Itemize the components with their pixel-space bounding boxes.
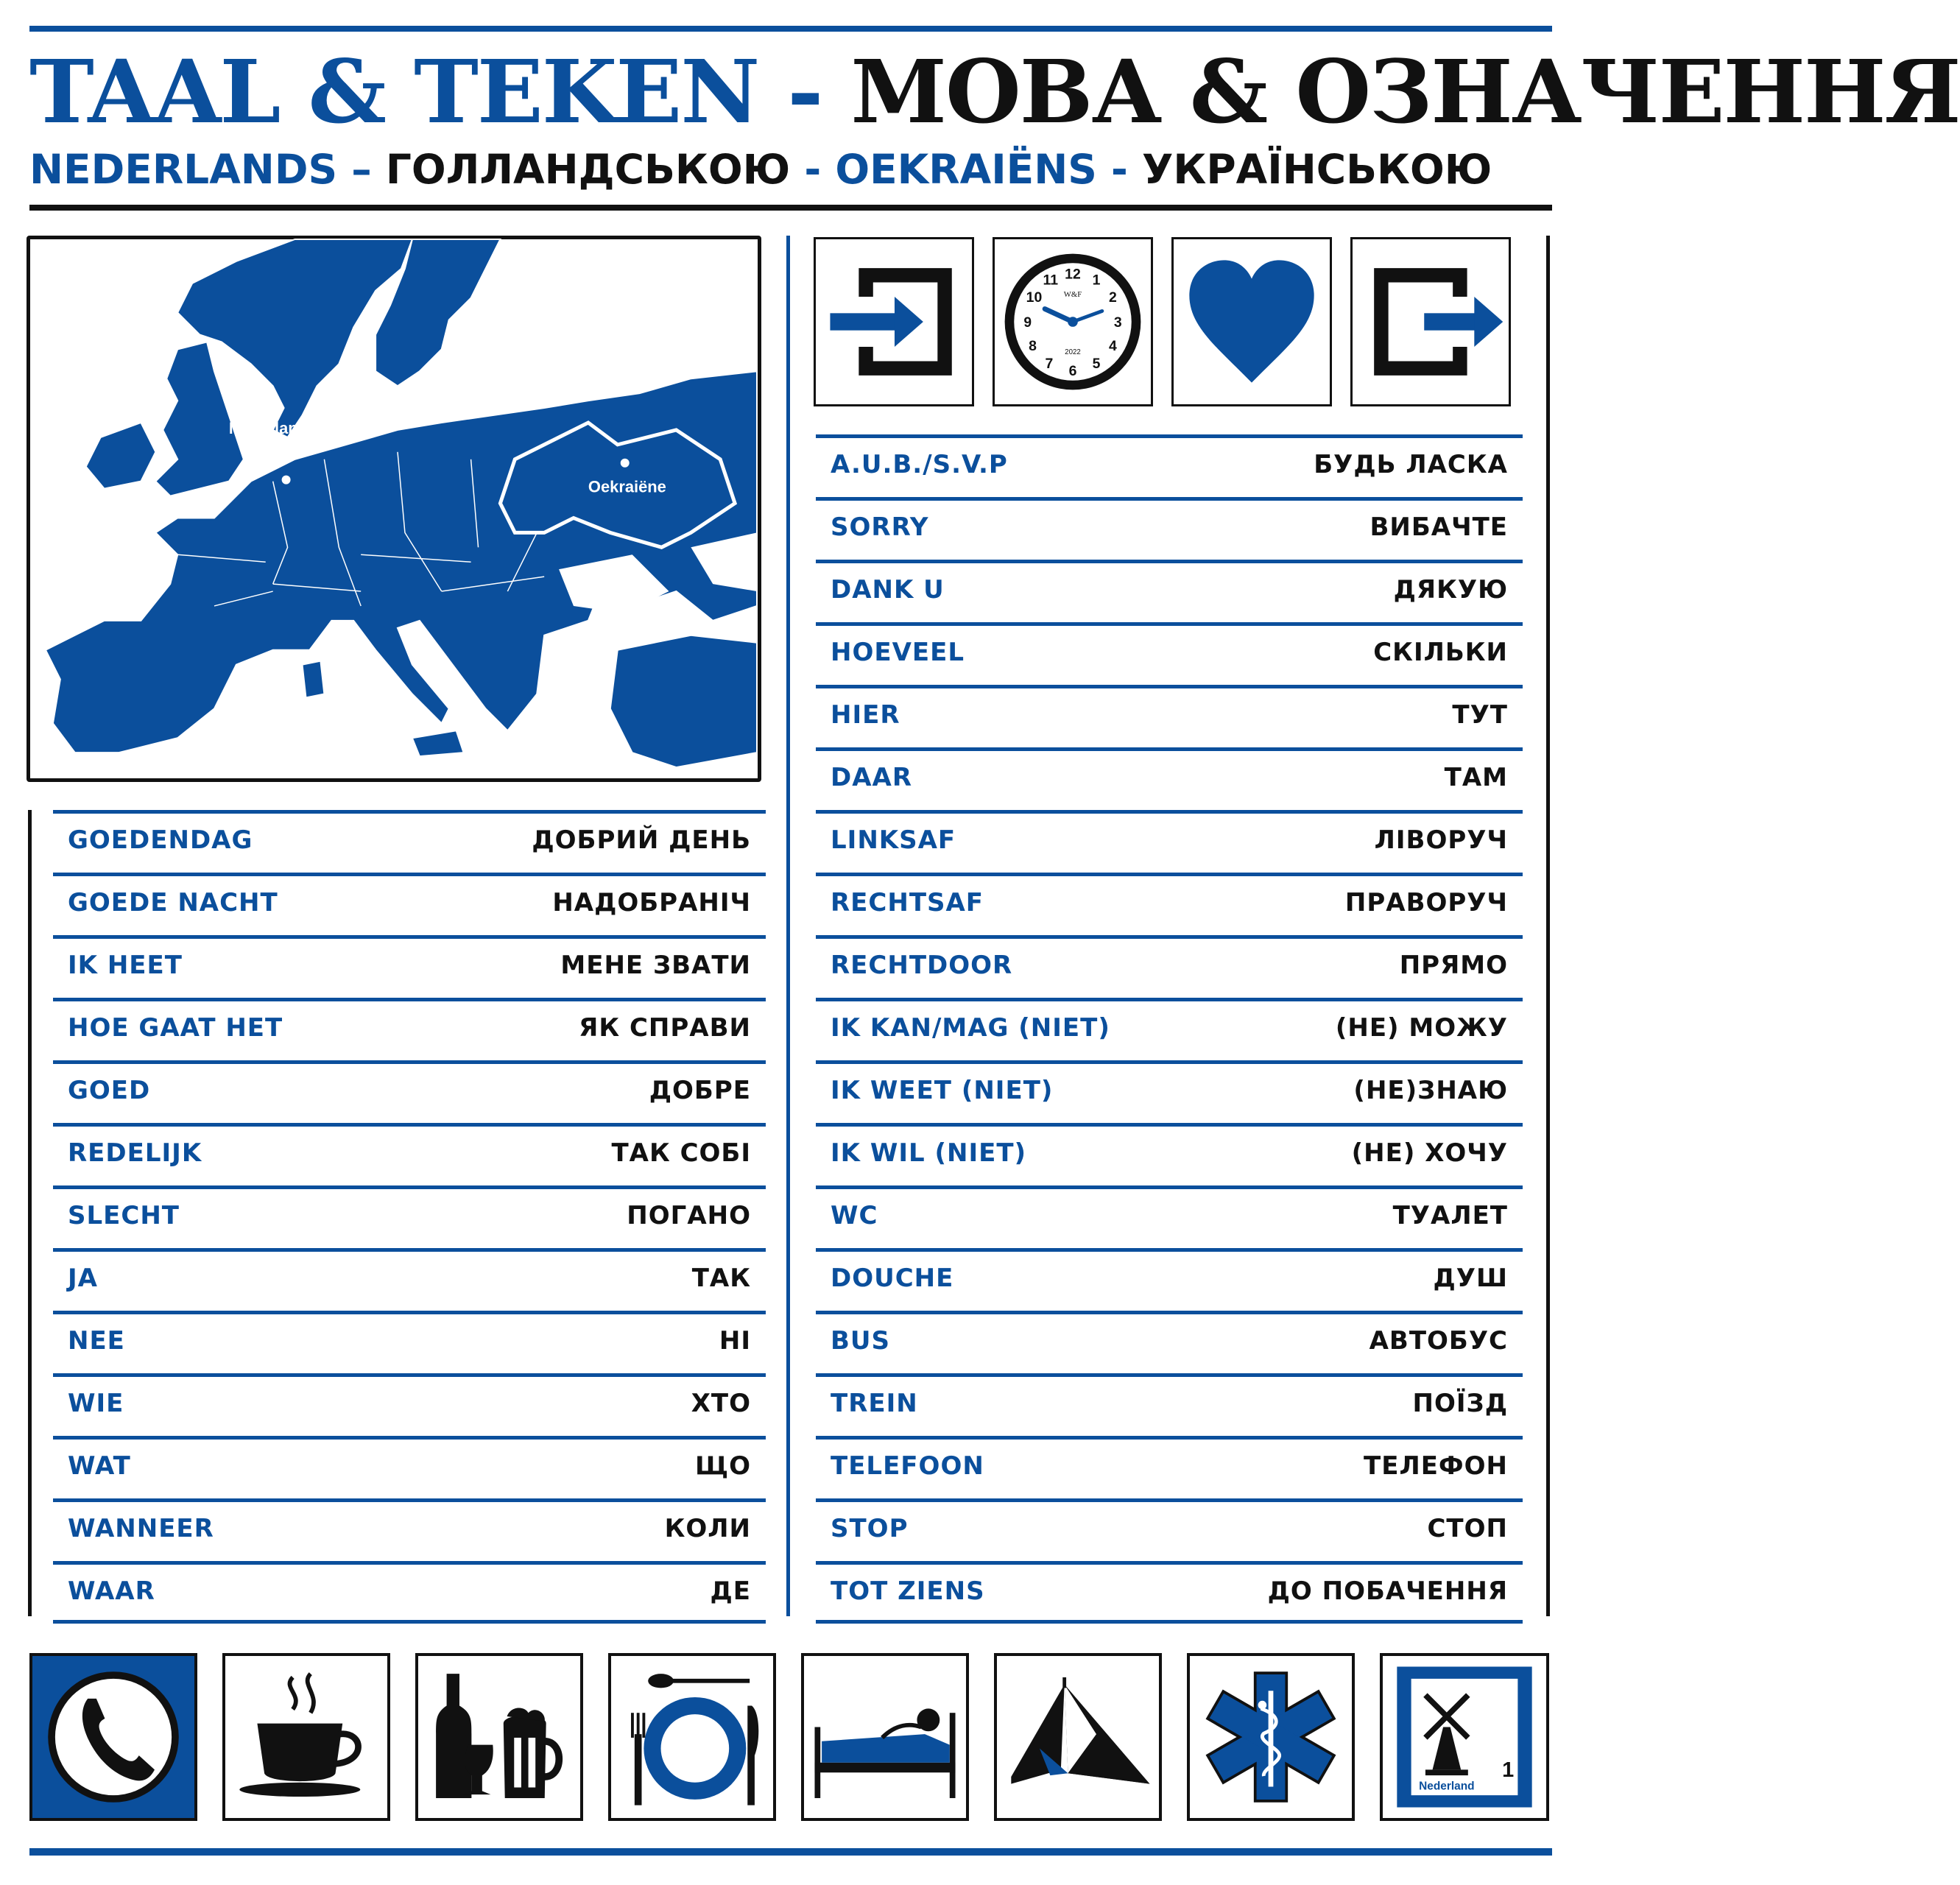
- phrase-row: [816, 560, 1523, 622]
- subtitle-sep: –: [337, 146, 386, 193]
- subtitle-ukrainian-2: УКРАЇНСЬКОЮ: [1142, 146, 1492, 193]
- clock-number: 3: [1113, 314, 1122, 331]
- phrase-dutch: TOT ZIENS: [831, 1576, 985, 1606]
- phrase-ukrainian: ТЕЛЕФОН: [1364, 1451, 1508, 1481]
- meal-icon: [611, 1656, 773, 1818]
- clock-number: 12: [1065, 266, 1081, 283]
- medical-icon: [1190, 1656, 1352, 1818]
- subtitle-sep: -: [790, 146, 836, 193]
- phrase-ukrainian: ЯК СПРАВИ: [579, 1013, 751, 1043]
- clock-number: 6: [1068, 362, 1077, 379]
- phrase-row: [53, 1248, 766, 1311]
- phrase-dutch: WAAR: [68, 1576, 155, 1606]
- phrase-dutch: IK HEET: [68, 951, 183, 980]
- phrase-dutch: LINKSAF: [831, 825, 956, 855]
- subtitle-dutch-2: OEKRAIËNS: [835, 146, 1097, 193]
- coffee-sign: [222, 1653, 390, 1821]
- phrase-row: [816, 935, 1523, 998]
- phrase-row: [53, 810, 766, 873]
- bed-icon: [804, 1656, 966, 1818]
- phrase-row: [53, 998, 766, 1060]
- title-ukrainian: МОВА & ОЗНАЧЕННЯ: [850, 40, 1960, 143]
- clock-icon: [995, 239, 1151, 404]
- phrase-row: [816, 1498, 1523, 1561]
- title-separator: -: [758, 40, 851, 143]
- phrase-row: [53, 873, 766, 935]
- subtitle-dutch: NEDERLANDS: [29, 146, 338, 193]
- phrase-ukrainian: БУДЬ ЛАСКА: [1314, 450, 1508, 479]
- phrase-dutch: WAT: [68, 1451, 131, 1481]
- phrase-ukrainian: ДЕ: [710, 1576, 751, 1606]
- phone-icon: [32, 1656, 194, 1818]
- phrase-ukrainian: ЩО: [695, 1451, 751, 1481]
- phrase-ukrainian: ДУШ: [1433, 1264, 1508, 1293]
- clock-number: 10: [1026, 289, 1043, 306]
- phrase-dutch: RECHTDOOR: [831, 951, 1013, 980]
- phrase-dutch: DAAR: [831, 763, 913, 792]
- phrase-dutch: REDELIJK: [68, 1138, 202, 1168]
- top-rule: [29, 26, 1552, 32]
- phrase-ukrainian: ТУТ: [1452, 700, 1508, 730]
- heart-icon: [1174, 239, 1330, 404]
- phrase-row: [53, 1561, 766, 1624]
- page-title: [29, 40, 1960, 144]
- phrase-ukrainian: СТОП: [1427, 1514, 1508, 1543]
- phrase-row: [53, 1498, 766, 1561]
- phrase-ukrainian: ТУАЛЕТ: [1392, 1201, 1508, 1230]
- phrase-dutch: WIE: [68, 1389, 124, 1418]
- phrase-row: [816, 685, 1523, 747]
- phrase-row: [816, 1248, 1523, 1311]
- map-label-ukraine: Oekraiëne: [588, 477, 666, 496]
- phrase-ukrainian: ЛІВОРУЧ: [1374, 825, 1508, 855]
- phrase-row: [816, 810, 1523, 873]
- phrase-dutch: HOE GAAT HET: [68, 1013, 283, 1043]
- phrase-ukrainian: ХТО: [691, 1389, 751, 1418]
- phrase-row: [816, 1060, 1523, 1123]
- heart-sign: [1171, 237, 1332, 406]
- drinks-icon: [418, 1656, 580, 1818]
- stamp-value: 1: [1502, 1758, 1515, 1783]
- left-phrase-table: [53, 810, 766, 1624]
- phrase-row: [816, 1373, 1523, 1436]
- phrase-row: [816, 1185, 1523, 1248]
- phrase-dutch: NEE: [68, 1326, 125, 1356]
- left-margin-line: [28, 810, 32, 1616]
- phrase-dutch: TREIN: [831, 1389, 918, 1418]
- phrase-row: [53, 935, 766, 998]
- phrase-ukrainian: (НЕ) ХОЧУ: [1351, 1138, 1508, 1168]
- phrase-ukrainian: ПОЇЗД: [1412, 1389, 1508, 1418]
- phrase-dutch: HIER: [831, 700, 900, 730]
- right-margin-line: [1546, 236, 1550, 1616]
- bed-sign: [801, 1653, 969, 1821]
- clock-brand: W&F: [1063, 289, 1082, 299]
- stamp-sign: [1380, 1653, 1549, 1821]
- bottom-rule: [29, 1848, 1552, 1856]
- coffee-icon: [225, 1656, 387, 1818]
- phrase-row: [53, 1185, 766, 1248]
- phrase-ukrainian: ТАМ: [1444, 763, 1508, 792]
- europe-map: [27, 236, 761, 782]
- stamp-label: Nederland: [1419, 1780, 1475, 1793]
- phrase-ukrainian: АВТОБУС: [1369, 1326, 1508, 1356]
- phrase-ukrainian: НІ: [719, 1326, 751, 1356]
- phrase-row: [816, 1311, 1523, 1373]
- phrase-row: [816, 1436, 1523, 1498]
- clock-year: 2022: [1065, 348, 1081, 356]
- clock-number: 7: [1045, 356, 1054, 373]
- phrase-dutch: SLECHT: [68, 1201, 180, 1230]
- phrase-dutch: SORRY: [831, 512, 929, 542]
- phrase-row: [53, 1060, 766, 1123]
- phrase-dutch: BUS: [831, 1326, 891, 1356]
- phrase-ukrainian: ДО ПОБАЧЕННЯ: [1267, 1576, 1508, 1606]
- phrase-row: [53, 1436, 766, 1498]
- medical-sign: [1187, 1653, 1355, 1821]
- exit-sign: [1350, 237, 1511, 406]
- phrase-row: [53, 1311, 766, 1373]
- subtitle-ukrainian: ГОЛЛАНДСЬКОЮ: [385, 146, 791, 193]
- tent-sign: [994, 1653, 1162, 1821]
- clock-sign: [993, 237, 1153, 406]
- phrase-ukrainian: ДОБРЕ: [649, 1076, 751, 1105]
- phone-sign: [29, 1653, 197, 1821]
- subtitle-sep: -: [1096, 146, 1142, 193]
- phrase-ukrainian: НАДОБРАНІЧ: [552, 888, 751, 917]
- phrase-dutch: IK WEET (NIET): [831, 1076, 1054, 1105]
- phrase-dutch: HOEVEEL: [831, 638, 965, 667]
- clock-number: 2: [1109, 289, 1117, 306]
- phrase-ukrainian: КОЛИ: [664, 1514, 751, 1543]
- phrase-ukrainian: ТАК СОБІ: [611, 1138, 751, 1168]
- phrase-dutch: IK WIL (NIET): [831, 1138, 1027, 1168]
- phrase-dutch: WC: [831, 1201, 878, 1230]
- phrase-ukrainian: МЕНЕ ЗВАТИ: [560, 951, 751, 980]
- phrase-row: [816, 1561, 1523, 1624]
- phrase-dutch: A.U.B./S.V.P: [831, 450, 1008, 479]
- phrase-ukrainian: ПРЯМО: [1399, 951, 1508, 980]
- enter-icon: [816, 239, 972, 404]
- phrase-dutch: GOEDENDAG: [68, 825, 253, 855]
- phrase-ukrainian: ДЯКУЮ: [1393, 575, 1508, 605]
- tent-icon: [997, 1656, 1159, 1818]
- drinks-sign: [415, 1653, 583, 1821]
- header-rule: [29, 205, 1552, 211]
- map-label-netherlands: Nederland: [228, 418, 309, 437]
- clock-number: 5: [1092, 356, 1101, 373]
- clock-number: 11: [1043, 272, 1059, 289]
- phrase-ukrainian: ВИБАЧТЕ: [1369, 512, 1508, 542]
- phrase-dutch: DANK U: [831, 575, 945, 605]
- phrase-ukrainian: ДОБРИЙ ДЕНЬ: [532, 825, 751, 855]
- phrase-dutch: GOED: [68, 1076, 151, 1105]
- stamp-icon: [1383, 1656, 1546, 1818]
- phrase-dutch: DOUCHE: [831, 1264, 954, 1293]
- phrase-row: [53, 1373, 766, 1436]
- phrase-ukrainian: ПРАВОРУЧ: [1344, 888, 1508, 917]
- phrase-dutch: TELEFOON: [831, 1451, 984, 1481]
- meal-sign: [608, 1653, 776, 1821]
- right-phrase-table: [816, 434, 1523, 1624]
- clock-number: 8: [1029, 337, 1037, 354]
- phrase-dutch: JA: [68, 1264, 98, 1293]
- phrase-row: [816, 747, 1523, 810]
- phrase-dutch: WANNEER: [68, 1514, 214, 1543]
- page-subtitle: [29, 144, 1561, 195]
- phrase-ukrainian: ТАК: [691, 1264, 751, 1293]
- exit-icon: [1353, 239, 1509, 404]
- phrase-row: [53, 1123, 766, 1185]
- phrase-ukrainian: (НЕ)ЗНАЮ: [1353, 1076, 1508, 1105]
- clock-number: 1: [1092, 272, 1101, 289]
- phrase-ukrainian: СКІЛЬКИ: [1373, 638, 1508, 667]
- phrase-dutch: IK KAN/MAG (NIET): [831, 1013, 1110, 1043]
- phrase-row: [816, 998, 1523, 1060]
- europe-map-drawing: [30, 239, 758, 778]
- clock-number: 9: [1023, 314, 1032, 331]
- phrase-dutch: STOP: [831, 1514, 909, 1543]
- phrase-row: [816, 873, 1523, 935]
- phrase-row: [816, 497, 1523, 560]
- center-divider: [786, 236, 790, 1616]
- phrase-row: [816, 1123, 1523, 1185]
- title-dutch: TAAL & TEKEN: [29, 40, 759, 143]
- enter-sign: [814, 237, 974, 406]
- clock-number: 4: [1109, 337, 1117, 354]
- phrase-dutch: RECHTSAF: [831, 888, 984, 917]
- phrase-dutch: GOEDE NACHT: [68, 888, 278, 917]
- phrase-ukrainian: (НЕ) МОЖУ: [1335, 1013, 1508, 1043]
- phrase-ukrainian: ПОГАНО: [627, 1201, 751, 1230]
- phrase-row: [816, 622, 1523, 685]
- phrase-row: [816, 434, 1523, 497]
